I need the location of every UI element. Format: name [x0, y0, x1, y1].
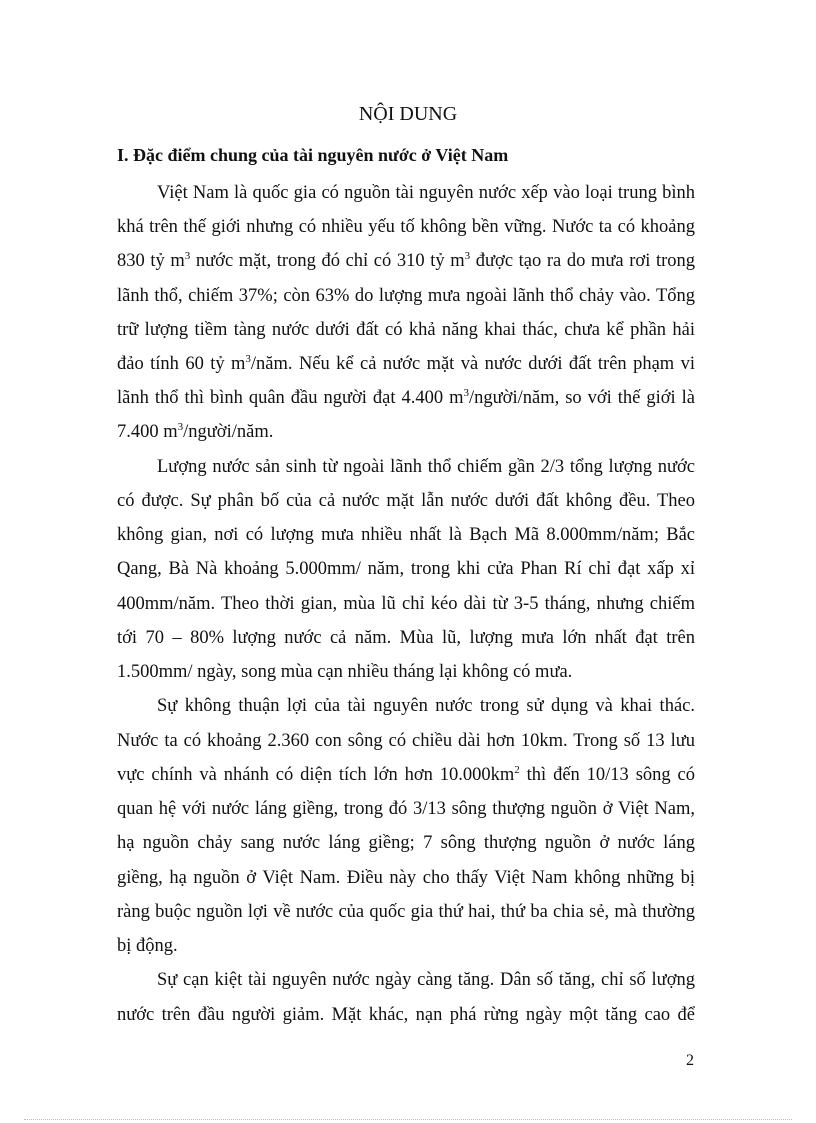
text-line: 830 tỷ $m^3$ nước mặt, trong đó chỉ có 310 tỷ $m^3$ được tạo ra do mưa rơi trong — [117, 249, 696, 271]
text-line: lãnh thổ, chiếm 37%; còn 63% do lượng mưa ngoài lãnh thổ chảy vào. Tổng — [117, 286, 695, 306]
text-line: lãnh thổ thì bình quân đầu người đạt 4.400 $m^3/người$/năm, so với thế giới là — [117, 386, 696, 408]
text-line: giềng, hạ nguồn ở Việt Nam. Điều này cho thấy Việt Nam không những bị — [117, 868, 695, 888]
text-line: Việt Nam là quốc gia có nguồn tài nguyên nước xếp vào loại trung bình — [157, 183, 695, 203]
text-line: 7.400 $m^3/người$/năm. — [117, 420, 274, 442]
text-line: Sự không thuận lợi của tài nguyên nước trong sử dụng và khai thác. — [157, 696, 695, 716]
text-line: vực chính và nhánh có diện tích lớn hơn $10.000km^2$ thì đến 10/13 sông có — [117, 763, 695, 785]
text-line: ràng buộc nguồn lợi về nước của quốc gia thứ hai, thứ ba chia sẻ, mà thường — [117, 902, 695, 922]
section-heading: I. Đặc điểm chung của tài nguyên nước ở Việt Nam — [117, 145, 509, 165]
text-line: Qang, Bà Nà khoảng 5.000mm/ năm, trong khi cửa Phan Rí chỉ đạt xấp xỉ — [117, 559, 695, 579]
text-line: Sự cạn kiệt tài nguyên nước ngày càng tăng. Dân số tăng, chỉ số lượng — [157, 970, 695, 990]
text-line: Lượng nước sản sinh từ ngoài lãnh thổ chiếm gần 2/3 tổng lượng nước — [157, 457, 695, 477]
text-line: bị động. — [117, 936, 178, 956]
text-line: có được. Sự phân bố của cả nước mặt lẫn nước dưới đất không đều. Theo — [117, 491, 695, 511]
text-line: tới 70 – 80% lượng nước cả năm. Mùa lũ, lượng mưa lớn nhất đạt trên — [117, 628, 695, 648]
text-line: khá trên thế giới nhưng có nhiều yếu tố không bền vững. Nước ta có khoảng — [117, 217, 695, 237]
text-line: Nước ta có khoảng 2.360 con sông có chiều dài hơn 10km. Trong số 13 lưu — [117, 731, 695, 751]
text-line: không gian, nơi có lượng mưa nhiều nhất là Bạch Mã 8.000mm/năm; Bắc — [117, 525, 695, 545]
text-line: hạ nguồn chảy sang nước láng giềng; 7 sông thượng nguồn ở nước láng — [117, 833, 695, 853]
text-line: 1.500mm/ ngày, song mùa cạn nhiều tháng lại không có mưa. — [117, 662, 573, 682]
text-line: 400mm/năm. Theo thời gian, mùa lũ chỉ kéo dài từ 3-5 tháng, nhưng chiếm — [117, 594, 695, 614]
text-line: nước trên đầu người giảm. Mặt khác, nạn phá rừng ngày một tăng cao để — [117, 1005, 695, 1025]
text-line: đảo tính 60 tỷ $m^3$/năm. Nếu kể cả nước mặt và nước dưới đất trên phạm vi — [117, 352, 695, 374]
text-line: quan hệ với nước láng giềng, trong đó 3/13 sông thượng nguồn ở Việt Nam, — [117, 799, 695, 819]
page-number: 2 — [686, 1052, 694, 1069]
page-title: NỘI DUNG — [358, 103, 458, 125]
page-footer-divider — [24, 1119, 792, 1120]
text-line: trữ lượng tiềm tàng nước dưới đất có khả năng khai thác, chưa kể phần hải — [117, 320, 695, 340]
